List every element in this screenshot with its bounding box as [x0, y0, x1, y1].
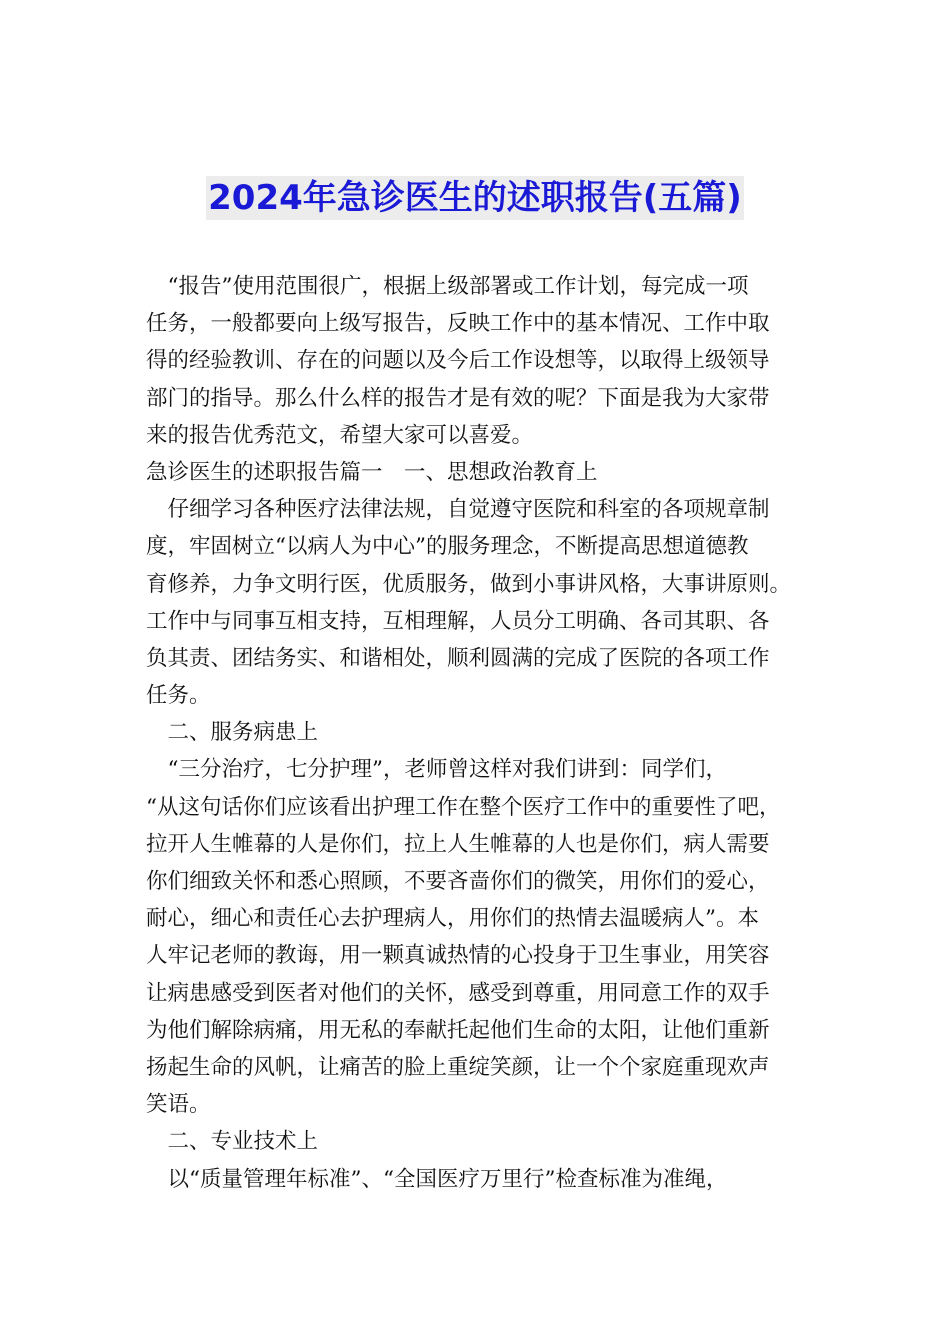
document-title: 2024年急诊医生的述职报告(五篇) — [208, 178, 742, 218]
body-line: 以“质量管理年标准”、“全国医疗万里行”检查标准为准绳， — [146, 1166, 728, 1192]
body-line: 来的报告优秀范文，希望大家可以喜爱。 — [146, 422, 534, 448]
body-line: 部门的指导。那么什么样的报告才是有效的呢？下面是我为大家带 — [146, 385, 770, 411]
body-line: 任务，一般都要向上级写报告，反映工作中的基本情况、工作中取 — [146, 311, 770, 337]
document-body — [146, 268, 806, 1198]
section-heading-line: 二、服务病患上 — [146, 720, 319, 746]
body-line: 工作中与同事互相支持，互相理解，人员分工明确、各司其职、各 — [146, 608, 770, 634]
body-line: 扬起生命的风帆，让痛苦的脸上重绽笑颜，让一个个家庭重现欢声 — [146, 1054, 770, 1080]
body-line: 你们细致关怀和悉心照顾，不要吝啬你们的微笑，用你们的爱心， — [146, 869, 770, 894]
body-line: “从这句话你们应该看出护理工作在整个医疗工作中的重要性了吧， — [146, 794, 781, 820]
body-line: 为他们解除病痛，用无私的奉献托起他们生命的太阳，让他们重新 — [146, 1017, 770, 1043]
body-line: 育修养，力争文明行医，优质服务，做到小事讲风格，大事讲原则。 — [146, 571, 792, 597]
body-line: 仔细学习各种医疗法律法规，自觉遵守医院和科室的各项规章制 — [146, 497, 770, 523]
body-line: 得的经验教训、存在的问题以及今后工作设想等，以取得上级领导 — [146, 348, 770, 374]
body-line: 负其责、团结务实、和谐相处，顺利圆满的完成了医院的各项工作 — [146, 645, 770, 671]
body-line: 耐心，细心和责任心去护理病人，用你们的热情去温暖病人”。本 — [146, 906, 759, 932]
title-area — [0, 176, 950, 220]
body-line: “报告”使用范围很广，根据上级部署或工作计划，每完成一项 — [146, 274, 749, 299]
section-heading-line: 急诊医生的述职报告篇一 一、思想政治教育上 — [146, 459, 598, 485]
body-line: 人牢记老师的教诲，用一颗真诚热情的心投身于卫生事业，用笑容 — [146, 943, 770, 969]
body-line: 度，牢固树立“以病人为中心”的服务理念，不断提高思想道德教 — [146, 534, 749, 560]
body-line: 笑语。 — [146, 1092, 211, 1118]
body-line: 让病患感受到医者对他们的关怀，感受到尊重，用同意工作的双手 — [146, 980, 770, 1006]
body-line: 任务。 — [146, 683, 211, 709]
body-line: “三分治疗，七分护理”，老师曾这样对我们讲到：同学们， — [146, 757, 727, 783]
section-heading-line: 二、专业技术上 — [146, 1129, 319, 1155]
body-line: 拉开人生帷幕的人是你们，拉上人生帷幕的人也是你们，病人需要 — [146, 831, 770, 857]
